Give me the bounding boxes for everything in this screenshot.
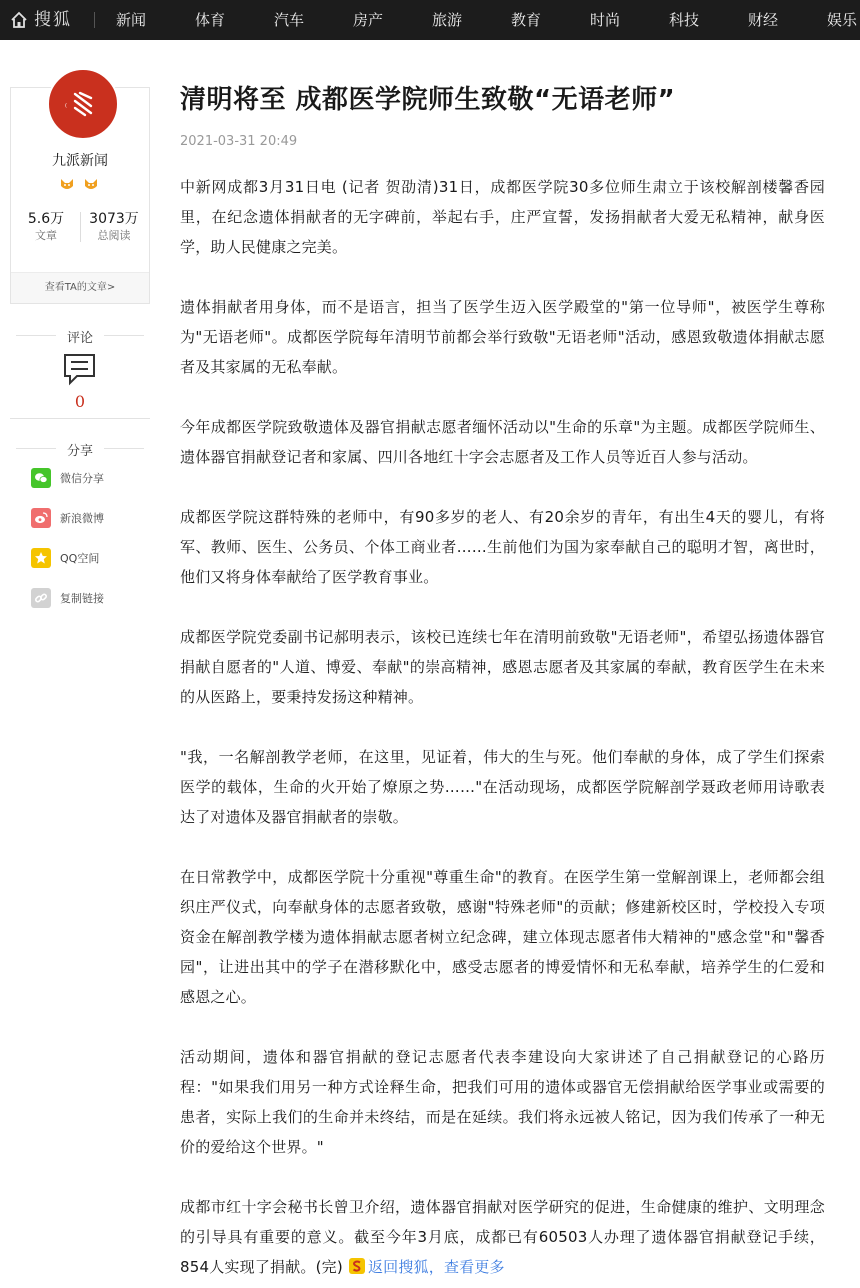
nav-item-news[interactable]: 新闻 [116, 11, 147, 29]
article-paragraph: 今年成都医学院致敬遗体及器官捐献志愿者缅怀活动以"生命的乐章"为主题。成都医学院师生、遗体器官捐献登记者和家属、四川各地红十字会志愿者及工作人员等近百人参与活动。 [180, 418, 825, 466]
share-qzone-label: QQ空间 [60, 552, 100, 565]
article-paragraph: "我，一名解剖教学老师，在这里，见证着，伟大的生与死。他们奉献的身体，成了学生们探索医学的载体，生命的火开始了燎原之势……"在活动现场，成都医学院解剖学聂政老师用诗歌表达了对遗体及器官捐献者的崇敬。 [180, 748, 825, 826]
nav-item-realestate[interactable]: 房产 [353, 11, 384, 29]
nav-item-sports[interactable]: 体育 [195, 11, 226, 29]
share-wechat-label: 微信分享 [60, 472, 104, 485]
articles-count: 5.6万 [27, 211, 65, 227]
top-nav-bar [0, 0, 860, 40]
sohu-source-icon [349, 1258, 365, 1274]
nav-divider [94, 12, 95, 28]
nav-item-entertainment[interactable]: 娱乐 [827, 11, 858, 29]
articles-label: 文章 [35, 229, 57, 242]
nav-item-finance[interactable]: 财经 [748, 11, 779, 29]
article-last-paragraph [180, 1192, 825, 1282]
nav-item-fashion[interactable]: 时尚 [590, 11, 621, 29]
nav-item-tech[interactable]: 科技 [669, 11, 700, 29]
author-card [10, 87, 150, 304]
reads-label: 总阅读 [97, 229, 131, 242]
article-paragraph: 成都医学院党委副书记郝明表示，该校已连续七年在清明前致敬"无语老师"，希望弘扬遗体器官捐献自愿者的"人道、博爱、奉献"的崇高精神，感恩志愿者及其家属的奉献，教育医学生在未来的从医路上，要秉持发扬这种精神。 [180, 628, 825, 706]
svg-text:(: ( [65, 103, 67, 109]
comment-heading: 评论 [10, 327, 150, 343]
nav-item-auto[interactable]: 汽车 [274, 11, 305, 29]
nav-item-education[interactable]: 教育 [511, 11, 542, 29]
share-heading: 分享 [10, 440, 150, 456]
sohu-logo[interactable]: 搜狐 [34, 10, 72, 30]
section-divider [10, 418, 150, 419]
article-paragraph: 中新网成都3月31日电 (记者 贺劭清)31日，成都医学院30多位师生肃立于该校解剖楼馨香园里，在纪念遗体捐献者的无字碑前，举起右手，庄严宣誓，发扬捐献者大爱无私精神，献身医学，助人民健康之完美。 [180, 178, 825, 256]
qzone-icon [31, 548, 51, 568]
stat-reads [82, 210, 146, 243]
stat-articles [14, 210, 78, 243]
comment-icon[interactable] [63, 353, 96, 386]
author-badge-icon [59, 176, 103, 192]
article-paragraph: 成都医学院这群特殊的老师中，有90多岁的老人、有20余岁的青年，有出生4天的婴儿，有将军、教师、医生、公务员、个体工商业者……生前他们为国为家奉献自己的聪明才智，离世时，他们又将身体奉献给了医学教育事业。 [180, 508, 825, 586]
home-icon[interactable] [10, 11, 28, 29]
author-name[interactable]: 九派新闻 [52, 153, 108, 169]
share-weibo-label: 新浪微博 [60, 512, 104, 525]
weibo-icon [31, 508, 51, 528]
article-paragraph-text: 成都市红十字会秘书长曾卫介绍，遗体器官捐献对医学研究的促进，生命健康的维护、文明理念的引导具有重要的意义。截至今年3月底，成都已有60503人办理了遗体器官捐献登记手续，854人实现了捐献。(完) [180, 1198, 825, 1276]
avatar[interactable] [47, 68, 119, 140]
article-paragraph: 遗体捐献者用身体，而不是语言，担当了医学生迈入医学殿堂的"第一位导师"，被医学生尊称为"无语老师"。成都医学院每年清明节前都会举行致敬"无语老师"活动，感恩致敬遗体捐献志愿者及其家属的无私奉献。 [180, 298, 825, 376]
article-paragraph: 活动期间，遗体和器官捐献的登记志愿者代表李建设向大家讲述了自己捐献登记的心路历程："如果我们用另一种方式诠释生命，把我们可用的遗体或器官无偿捐献给医学事业或需要的患者，实际上我们的生命并未终结，而是在延续。我们将永远被人铭记，因为我们传承了一种无价的爱给这个世界。" [180, 1048, 825, 1156]
copy-link-label: 复制链接 [60, 592, 104, 605]
jiupai-logo-icon [49, 70, 117, 138]
comment-count[interactable]: 0 [74, 392, 86, 411]
view-author-articles-link[interactable]: 查看TA的文章> [11, 272, 149, 303]
article-date: 2021-03-31 20:49 [180, 134, 298, 149]
stat-divider [80, 212, 81, 242]
wechat-icon [31, 468, 51, 488]
nav-item-travel[interactable]: 旅游 [432, 11, 463, 29]
article [180, 80, 825, 1282]
article-paragraph: 在日常教学中，成都医学院十分重视"尊重生命"的教育。在医学生第一堂解剖课上，老师都会组织庄严仪式，向奉献身体的志愿者致敬，感谢"特殊老师"的贡献；修建新校区时，学校投入专项资金在解剖教学楼为遗体捐献志愿者树立纪念碑，建立体现志愿者伟大精神的"感念堂"和"馨香园"，让进出其中的学子在潜移默化中，感受志愿者的博爱情怀和无私奉献，培养学生的仁爱和感恩之心。 [180, 868, 825, 1006]
back-to-sohu-link[interactable]: 返回搜狐，查看更多 [367, 1258, 505, 1276]
link-icon [31, 588, 51, 608]
article-title: 清明将至 成都医学院师生致敬“无语老师” [180, 85, 676, 115]
reads-count: 3073万 [89, 211, 139, 227]
